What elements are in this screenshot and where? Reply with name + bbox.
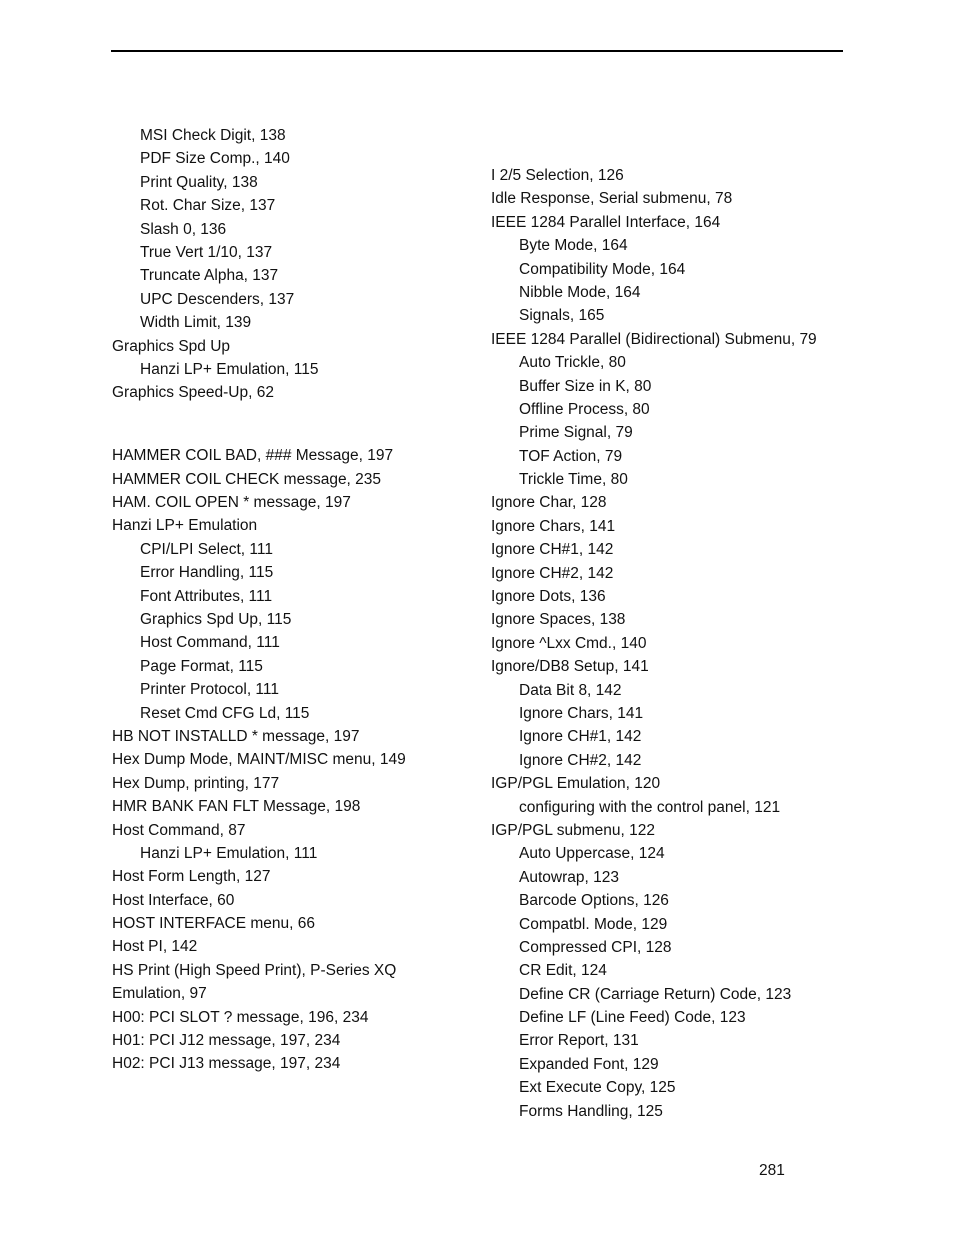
index-subentry: Compatbl. Mode, 129	[519, 915, 668, 933]
index-subentry: Ignore CH#1, 142	[519, 728, 642, 746]
index-entry: Graphics Speed-Up, 62	[112, 384, 274, 402]
index-subentry: Page Format, 115	[140, 657, 263, 675]
index-entry: Host PI, 142	[112, 938, 198, 956]
index-subentry: CR Edit, 124	[519, 962, 607, 980]
index-entry: Ignore CH#1, 142	[491, 541, 614, 559]
index-entry: HAMMER COIL CHECK message, 235	[112, 470, 382, 488]
index-entry: Host Form Length, 127	[112, 868, 271, 886]
index-entry: Ignore Spaces, 138	[491, 611, 626, 629]
index-entry: HS Print (High Speed Print), P-Series XQ	[112, 961, 397, 979]
index-entry: Hex Dump, printing, 177	[112, 774, 280, 792]
index-column-left	[112, 124, 406, 1076]
index-entry: HAM. COIL OPEN * message, 197	[112, 494, 351, 512]
index-subentry: Auto Trickle, 80	[519, 354, 626, 372]
index-subentry: Nibble Mode, 164	[519, 283, 641, 301]
index-subentry: configuring with the control panel, 121	[519, 798, 781, 816]
index-subentry: Define LF (Line Feed) Code, 123	[519, 1009, 746, 1027]
index-subentry: Prime Signal, 79	[519, 424, 633, 442]
index-entry: Hanzi LP+ Emulation	[112, 517, 258, 535]
index-entry: Ignore Chars, 141	[491, 517, 616, 535]
index-subentry: Ignore CH#2, 142	[519, 751, 642, 769]
index-subentry: TOF Action, 79	[519, 447, 623, 465]
index-entry: H01: PCI J12 message, 197, 234	[112, 1032, 341, 1050]
index-subentry: Truncate Alpha, 137	[140, 267, 279, 285]
index-subentry: Width Limit, 139	[140, 314, 252, 332]
index-subentry: Offline Process, 80	[519, 400, 650, 418]
section-gap	[112, 405, 406, 445]
index-entry: Emulation, 97	[112, 985, 207, 1003]
index-subentry: Hanzi LP+ Emulation, 115	[140, 360, 319, 378]
index-entry: Ignore CH#2, 142	[491, 564, 614, 582]
index-subentry: Data Bit 8, 142	[519, 681, 622, 699]
index-entry: I 2/5 Selection, 126	[491, 167, 624, 184]
index-subentry: Ignore Chars, 141	[519, 704, 644, 722]
index-entry: Ignore Dots, 136	[491, 588, 606, 606]
index-subentry: Error Report, 131	[519, 1032, 639, 1050]
index-entry: HMR BANK FAN FLT Message, 198	[112, 798, 361, 816]
index-entry: IEEE 1284 Parallel (Bidirectional) Submenu, 79	[491, 330, 817, 348]
index-subentry: Compressed CPI, 128	[519, 938, 672, 956]
index-entry: HAMMER COIL BAD, ### Message, 197	[112, 447, 394, 465]
index-subentry: UPC Descenders, 137	[140, 290, 295, 308]
index-entry: Host Interface, 60	[112, 891, 235, 909]
index-entry: HOST INTERFACE menu, 66	[112, 915, 315, 933]
index-entry: IEEE 1284 Parallel Interface, 164	[491, 213, 721, 231]
index-subentry: Font Attributes, 111	[140, 587, 273, 605]
index-entry: Ignore ^Lxx Cmd., 140	[491, 634, 647, 652]
index-subentry: Reset Cmd CFG Ld, 115	[140, 704, 310, 722]
index-subentry: Host Command, 111	[140, 634, 280, 652]
index-entry: H00: PCI SLOT ? message, 196, 234	[112, 1008, 369, 1026]
index-entry: HB NOT INSTALLD * message, 197	[112, 727, 360, 745]
index-subentry: Autowrap, 123	[519, 868, 619, 886]
index-entry: IGP/PGL Emulation, 120	[491, 775, 661, 793]
index-subentry: Print Quality, 138	[140, 173, 258, 191]
index-subentry: PDF Size Comp., 140	[140, 150, 290, 168]
index-subentry: Slash 0, 136	[140, 220, 227, 238]
index-subentry: Graphics Spd Up, 115	[140, 611, 292, 629]
index-subentry: Ext Execute Copy, 125	[519, 1079, 676, 1097]
index-subentry: Forms Handling, 125	[519, 1102, 663, 1120]
index-subentry: Printer Protocol, 111	[140, 681, 279, 699]
index-subentry: Define CR (Carriage Return) Code, 123	[519, 985, 792, 1003]
index-subentry: True Vert 1/10, 137	[140, 243, 273, 261]
index-entry: Graphics Spd Up	[112, 337, 231, 355]
index-subentry: Auto Uppercase, 124	[519, 845, 665, 863]
index-subentry: Barcode Options, 126	[519, 892, 669, 910]
index-subentry: Byte Mode, 164	[519, 237, 628, 255]
index-subentry: Buffer Size in K, 80	[519, 377, 652, 395]
index-subentry: Compatibility Mode, 164	[519, 260, 686, 278]
index-entry: Host Command, 87	[112, 821, 246, 839]
index-subentry: Expanded Font, 129	[519, 1055, 659, 1073]
index-subentry: Error Handling, 115	[140, 564, 274, 582]
index-subentry: Signals, 165	[519, 307, 605, 325]
index-entry: Hex Dump Mode, MAINT/MISC menu, 149	[112, 751, 406, 769]
index-entry: IGP/PGL submenu, 122	[491, 821, 655, 839]
index-entry: Idle Response, Serial submenu, 78	[491, 190, 733, 208]
index-entry: Ignore/DB8 Setup, 141	[491, 658, 649, 676]
index-subentry: MSI Check Digit, 138	[140, 127, 286, 144]
index-subentry: Trickle Time, 80	[519, 471, 628, 489]
page-number: 281	[759, 1162, 785, 1179]
header-rule	[111, 50, 843, 52]
index-column-right	[491, 164, 817, 1123]
index-subentry: Hanzi LP+ Emulation, 111	[140, 844, 318, 862]
index-subentry: CPI/LPI Select, 111	[140, 540, 273, 558]
index-entry: H02: PCI J13 message, 197, 234	[112, 1055, 341, 1073]
index-entry: Ignore Char, 128	[491, 494, 607, 512]
index-subentry: Rot. Char Size, 137	[140, 197, 276, 215]
